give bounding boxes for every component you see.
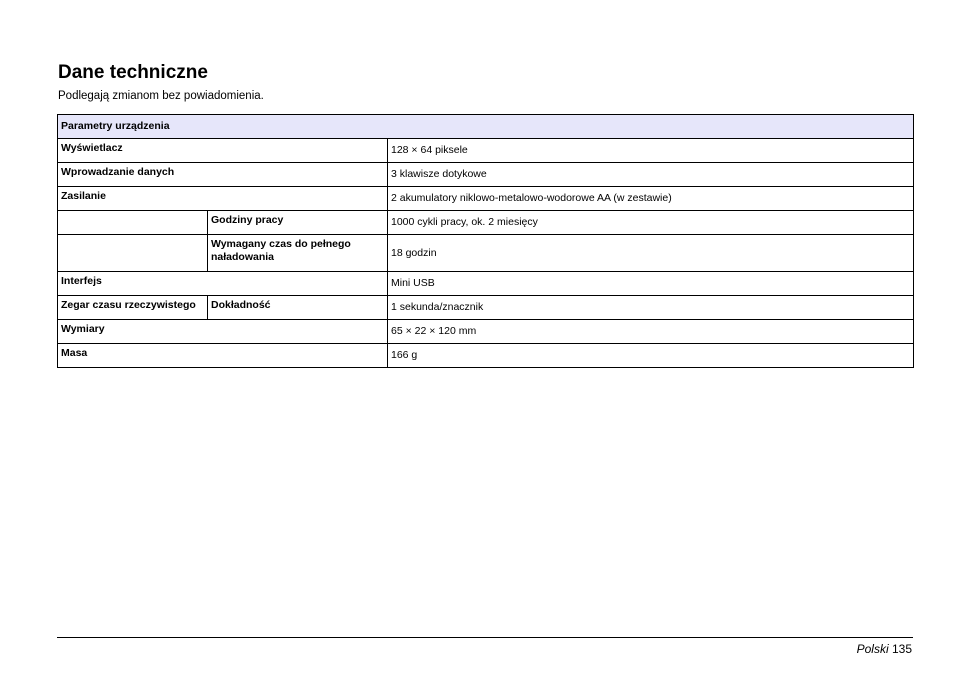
row-value: 2 akumulatory niklowo-metalowo-wodorowe AA (w zestawie) <box>388 187 914 211</box>
row-sublabel: Dokładność <box>208 296 388 320</box>
table-row <box>58 187 914 211</box>
table-row <box>58 344 914 368</box>
table-row <box>58 272 914 296</box>
row-value: Mini USB <box>388 272 914 296</box>
row-label: Zegar czasu rzeczywistego <box>58 296 208 320</box>
row-label: Wymiary <box>58 320 388 344</box>
row-value: 3 klawisze dotykowe <box>388 163 914 187</box>
row-value: 18 godzin <box>388 235 914 272</box>
row-label: Wprowadzanie danych <box>58 163 388 187</box>
row-value: 1000 cykli pracy, ok. 2 miesięcy <box>388 211 914 235</box>
row-label-empty <box>58 235 208 272</box>
footer-page-number: 135 <box>891 642 912 656</box>
row-value: 128 × 64 piksele <box>388 139 914 163</box>
row-label: Masa <box>58 344 388 368</box>
row-label: Interfejs <box>58 272 388 296</box>
footer-language: Polski <box>856 642 889 656</box>
table-row <box>58 163 914 187</box>
row-value: 65 × 22 × 120 mm <box>388 320 914 344</box>
table-row <box>58 320 914 344</box>
specifications-table <box>57 114 914 368</box>
table-row <box>58 235 914 272</box>
row-value: 1 sekunda/znacznik <box>388 296 914 320</box>
row-label-empty <box>58 211 208 235</box>
row-sublabel: Wymagany czas do pełnego naładowania <box>208 235 388 272</box>
page-subtitle: Podlegają zmianom bez powiadomienia. <box>58 90 264 102</box>
table-row <box>58 211 914 235</box>
table-header-row <box>58 115 914 139</box>
table-header: Parametry urządzenia <box>58 115 914 139</box>
footer-divider <box>57 637 913 638</box>
page-footer <box>857 642 912 656</box>
row-label: Zasilanie <box>58 187 388 211</box>
row-label: Wyświetlacz <box>58 139 388 163</box>
page-title: Dane techniczne <box>58 62 208 83</box>
table-row <box>58 296 914 320</box>
row-value: 166 g <box>388 344 914 368</box>
table-row <box>58 139 914 163</box>
row-sublabel: Godziny pracy <box>208 211 388 235</box>
